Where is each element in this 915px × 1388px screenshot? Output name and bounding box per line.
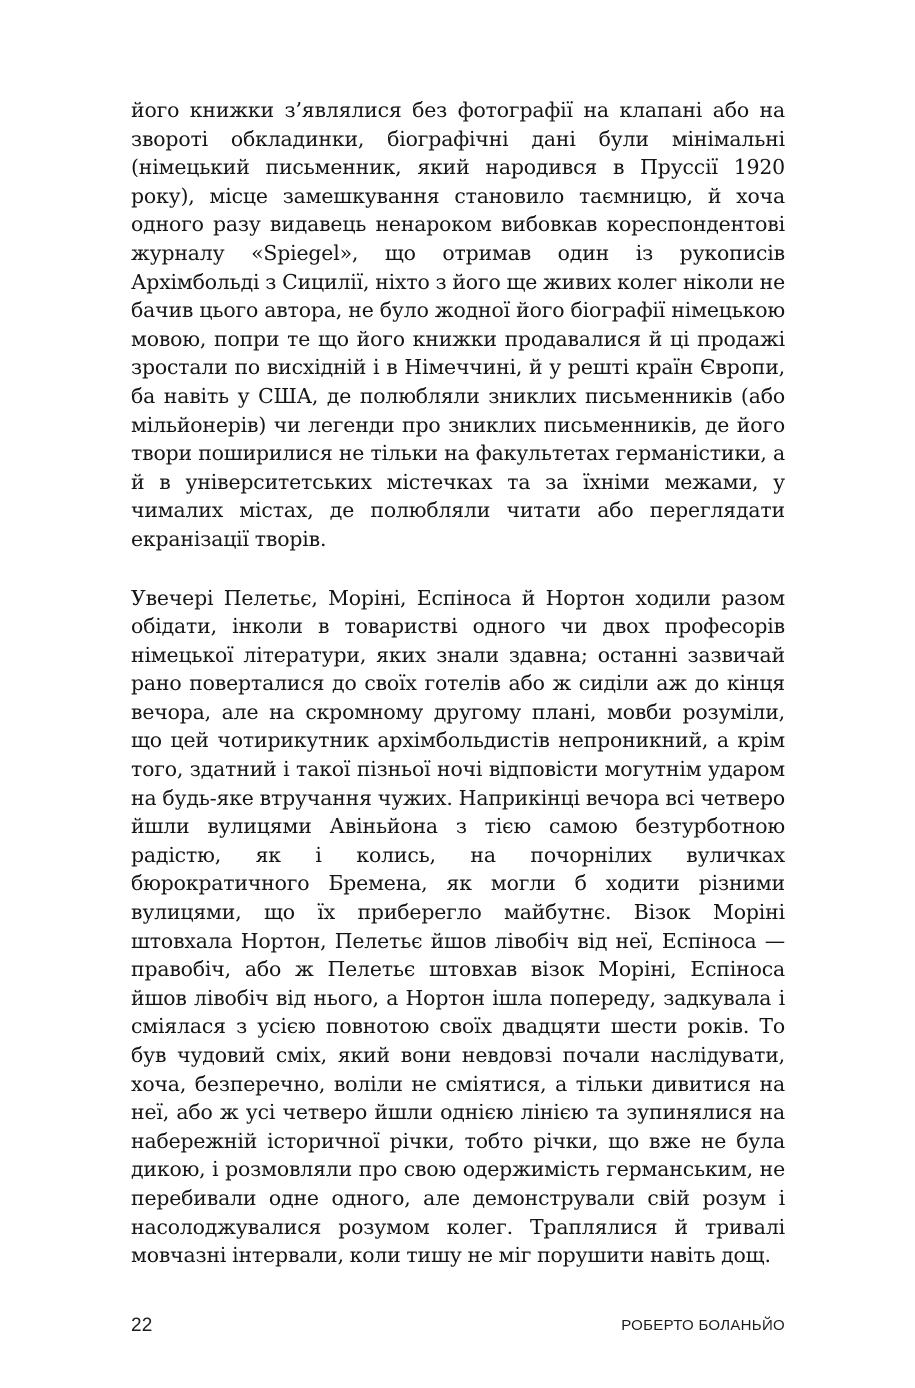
paragraph-2: Увечері Пелетьє, Моріні, Еспіноса й Нортон ходили разом обідати, інколи в товаристві одного чи двох професорів німецької літератури, яких знали здавна; останні зазвичай рано поверталися до своїх готелів або ж сиділи аж до кінця вечора, але на скромному другому плані, мовби розуміли, що цей чотирикутник архімбольдистів непроникний, а крім того, здатний і такої пізньої ночі відповісти могутнім ударом на будь-яке втручання чужих. Наприкінці вечора всі четверо йшли вулицями Авіньйона з тією самою безтурботною радістю, як і колись, на почорнілих вуличках бюрократичного Бремена, як могли б ходити різними вулицями, що їх приберегло майбутнє. Візок Моріні штовхала Нортон, Пелетьє йшов лівобіч від неї, Еспіноса — правобіч, або ж Пелетьє штовхав візок Моріні, Еспіноса йшов лівобіч від нього, а Нортон ішла попереду, задкувала і сміялася з усією повнотою своїх двадцяти шести років. То був чудовий сміх, який вони невдовзі почали наслідувати, хоча, безперечно, воліли не сміятися, а тільки дивитися на неї, або ж усі четверо йшли однією лінією та зупинялися на набережній історичної річки, тобто річки, що вже не була дикою, і розмовляли про свою одержимість германським, не перебивали одне одного, але демонстрували свій розум і насолоджувалися розумом колег. Траплялися й тривалі мовчазні інтервали, коли тишу не міг порушити навіть дощ.	[131, 585, 785, 1268]
page-footer	[131, 1314, 785, 1338]
page-number: 22	[131, 1315, 153, 1336]
paragraph-1: його книжки з’являлися без фотографії на клапані або на звороті обкладинки, біографічні дані були мінімальні (німецький письменник, який народився в Пруссії 1920 року), місце замешкування становило таємницю, й хоча одного разу видавець ненароком вибовкав кореспондентові журналу «Spiegel», що отримав один із рукописів Архімбольді з Сицилії, ніхто з його ще живих колег ніколи не бачив цього автора, не було жодної його біографії німецькою мовою, попри те що його книжки продавалися й ці продажі зростали по висхідній і в Німеччині, й у решті країн Європи, ба навіть у США, де полюбляли зниклих письменників (або мільйонерів) чи легенди про зниклих письменників, де його твори поширилися не тільки на факультетах германістики, а й в університетських містечках та за їхніми межами, у чималих містах, де полюбляли читати або переглядати екранізації творів.	[131, 98, 785, 551]
body-text	[131, 96, 785, 1270]
running-head-author: РОБЕРТО БОЛАНЬЙО	[621, 1317, 785, 1334]
